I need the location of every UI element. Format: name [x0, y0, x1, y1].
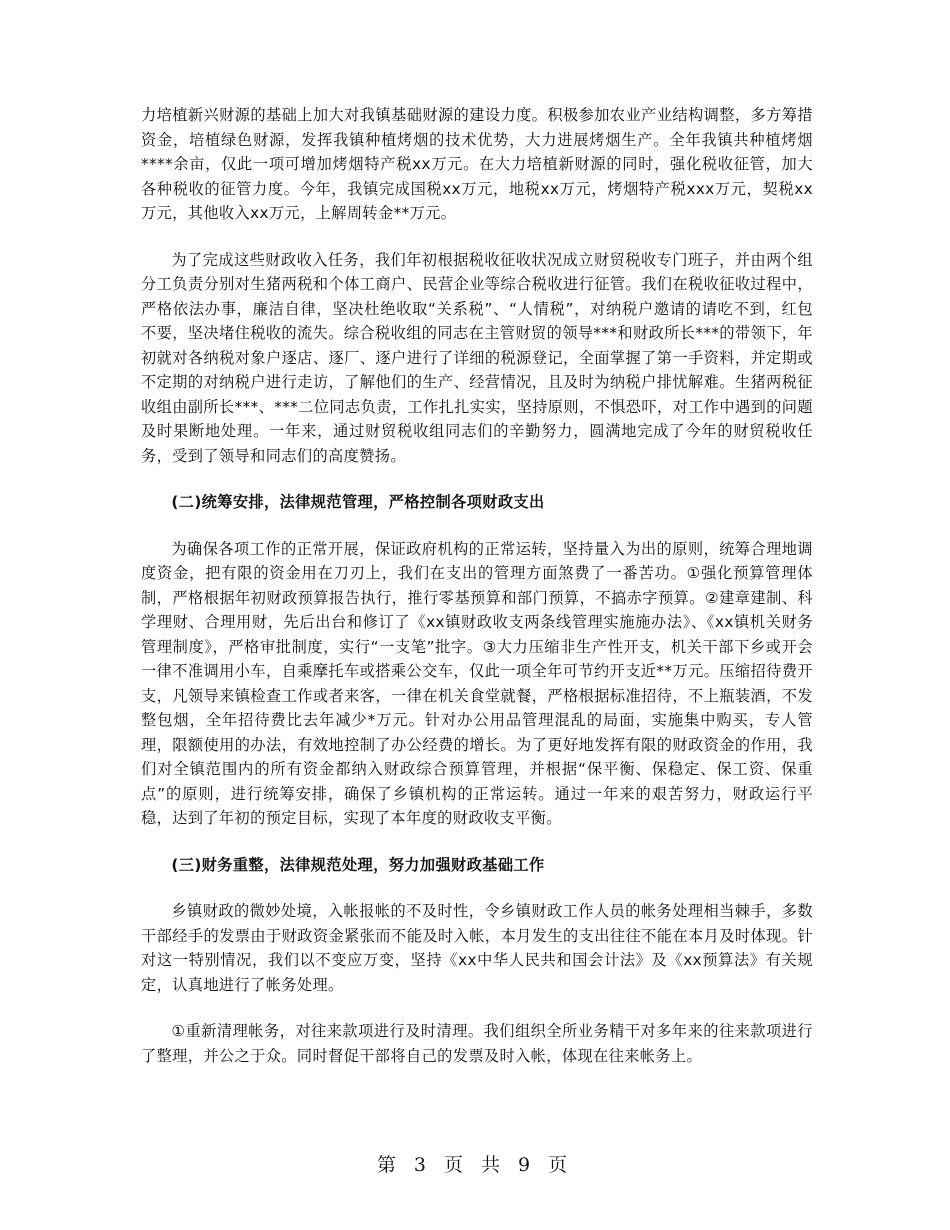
body-paragraph: 为确保各项工作的正常开展，保证政府机构的正常运转，坚持量入为出的原则，统筹合理地调度资金，把有限的资金用在刀刃上，我们在支出的管理方面煞费了一番苦功。①强化预算管理体制，严格根据年初财政预算报告执行，推行零基预算和部门预算，不搞赤字预算。②建章建制、科学理财、合理用财，先后出台和修订了《xx镇财政收支两条线管理实施施办法》、《xx镇机关财务管理制度》，严格审批制度，实行“一支笔”批字。③大力压缩非生产性开支，机关干部下乡或开会一律不准调用小车，自乘摩托车或搭乘公交车，仅此一项全年可节约开支近**万元。压缩招待费开支，凡领导来镇检查工作或者来客，一律在机关食堂就餐，严格根据标准招待，不上瓶装酒，不发整包烟，全年招待费比去年减少*万元。针对办公用品管理混乱的局面，实施集中购买，专人管理，限额使用的办法，有效地控制了办公经费的增长。为了更好地发挥有限的财政资金的作用，我们对全镇范围内的所有资金都纳入财政综合预算管理，并根据“保平衡、保稳定、保工资、保重点”的原则，进行统筹安排，确保了乡镇机构的正常运转。通过一年来的艰苦努力，财政运行平稳，达到了年初的预定目标，实现了本年度的财政收支平衡。	[141, 539, 813, 827]
body-paragraph: 乡镇财政的微妙处境，入帐报帐的不及时性，令乡镇财政工作人员的帐务处理相当棘手，多数干部经手的发票由于财政资金紧张而不能及时入帐，本月发生的支出往往不能在本月及时体现。针对这一特别情况，我们以不变应万变，坚持《xx中华人民共和国会计法》及《xx预算法》有关规定，认真地进行了帐务处理。	[141, 902, 813, 994]
section-heading: (三)财务重整，法律规范处理，努力加强财政基础工作	[171, 855, 545, 874]
body-paragraph: ①重新清理帐务，对往来款项进行及时清理。我们组织全所业务精干对多年来的往来款项进行了整理，并公之于众。同时督促干部将自己的发票及时入帐，体现在往来帐务上。	[141, 1022, 813, 1065]
document-body	[141, 103, 813, 1068]
page-number-footer: 第 3 页 共 9 页	[376, 1154, 574, 1176]
body-paragraph: 为了完成这些财政收入任务，我们年初根据税收征收状况成立财贸税收专门班子，并由两个组分工负责分别对生猪两税和个体工商户、民营企业等综合税收进行征管。我们在税收征收过程中，严格依法办事，廉洁自律，坚决杜绝收取“关系税”、“人情税”，对纳税户邀请的请吃不到，红包不要，坚决堵住税收的流失。综合税收组的同志在主管财贸的领导***和财政所长***的带领下，年初就对各纳税对象户逐店、逐厂、逐户进行了详细的税源登记，全面掌握了第一手资料，并定期或不定期的对纳税户进行走访，了解他们的生产、经营情况，且及时为纳税户排忧解难。生猪两税征收组由副所长***、***二位同志负责，工作扎扎实实，坚持原则，不惧恐吓，对工作中遇到的问题及时果断地处理。一年来，通过财贸税收组同志们的辛勤努力，圆满地完成了今年的财贸税收任务，受到了领导和同志们的高度赞扬。	[141, 250, 813, 465]
body-paragraph: 力培植新兴财源的基础上加大对我镇基础财源的建设力度。积极参加农业产业结构调整，多方筹措资金，培植绿色财源，发挥我镇种植烤烟的技术优势，大力进展烤烟生产。全年我镇共种植烤烟****余亩，仅此一项可增加烤烟特产税xx万元。在大力培植新财源的同时，强化税收征管，加大各种税收的征管力度。今年，我镇完成国税xx万元，地税xx万元，烤烟特产税xxx万元，契税xx万元，其他收入xx万元，上解周转金**万元。	[141, 106, 813, 222]
section-heading: (二)统筹安排，法律规范管理，严格控制各项财政支出	[171, 493, 545, 511]
